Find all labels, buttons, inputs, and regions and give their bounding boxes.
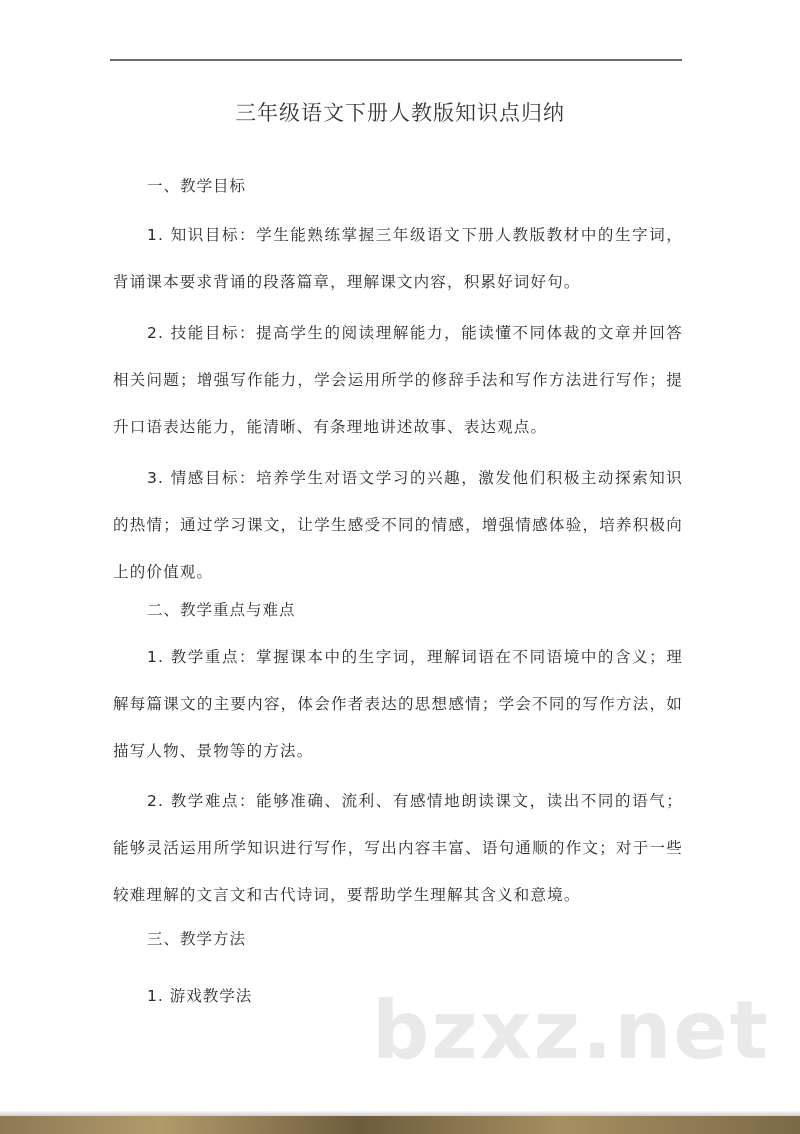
paragraph-text: 3. 情感目标：培养学生对语文学习的兴趣，激发他们积极主动探索知识的热情；通过学习课文，让学生感受不同的情感，增强情感体验，培养积极向上的价值观。 bbox=[113, 469, 683, 581]
list-item-game-method: 1. 游戏教学法 bbox=[147, 987, 253, 1005]
paragraph-teaching-difficulty bbox=[113, 778, 683, 919]
paragraph-teaching-focus bbox=[113, 634, 683, 775]
paragraph-text: 2. 教学难点：能够准确、流利、有感情地朗读课文，读出不同的语气；能够灵活运用所学知识进行写作，写出内容丰富、语句通顺的作文；对于一些较难理解的文言文和古代诗词，要帮助学生理解其含义和意境。 bbox=[113, 792, 683, 904]
watermark: bzxz.net bbox=[372, 984, 770, 1077]
top-rule bbox=[110, 59, 682, 61]
background-strip bbox=[0, 1116, 800, 1134]
paragraph-emotion-objective bbox=[113, 455, 683, 596]
section-heading-objectives: 一、教学目标 bbox=[147, 177, 247, 195]
paragraph-text: 2. 技能目标：提高学生的阅读理解能力，能读懂不同体裁的文章并回答相关问题；增强写作能力，学会运用所学的修辞手法和写作方法进行写作；提升口语表达能力，能清晰、有条理地讲述故事、表达观点。 bbox=[113, 324, 683, 436]
paragraph-text: 1. 教学重点：掌握课本中的生字词，理解词语在不同语境中的含义；理解每篇课文的主要内容，体会作者表达的思想感情；学会不同的写作方法，如描写人物、景物等的方法。 bbox=[113, 648, 683, 760]
paragraph-knowledge-objective bbox=[113, 212, 683, 306]
paragraph-skill-objective bbox=[113, 310, 683, 451]
document-title: 三年级语文下册人教版知识点归纳 bbox=[235, 101, 565, 125]
paragraph-text: 1. 知识目标：学生能熟练掌握三年级语文下册人教版教材中的生字词，背诵课本要求背诵的段落篇章，理解课文内容，积累好词好句。 bbox=[113, 226, 683, 291]
section-heading-methods: 三、教学方法 bbox=[147, 930, 247, 948]
section-heading-key-points: 二、教学重点与难点 bbox=[147, 601, 296, 619]
